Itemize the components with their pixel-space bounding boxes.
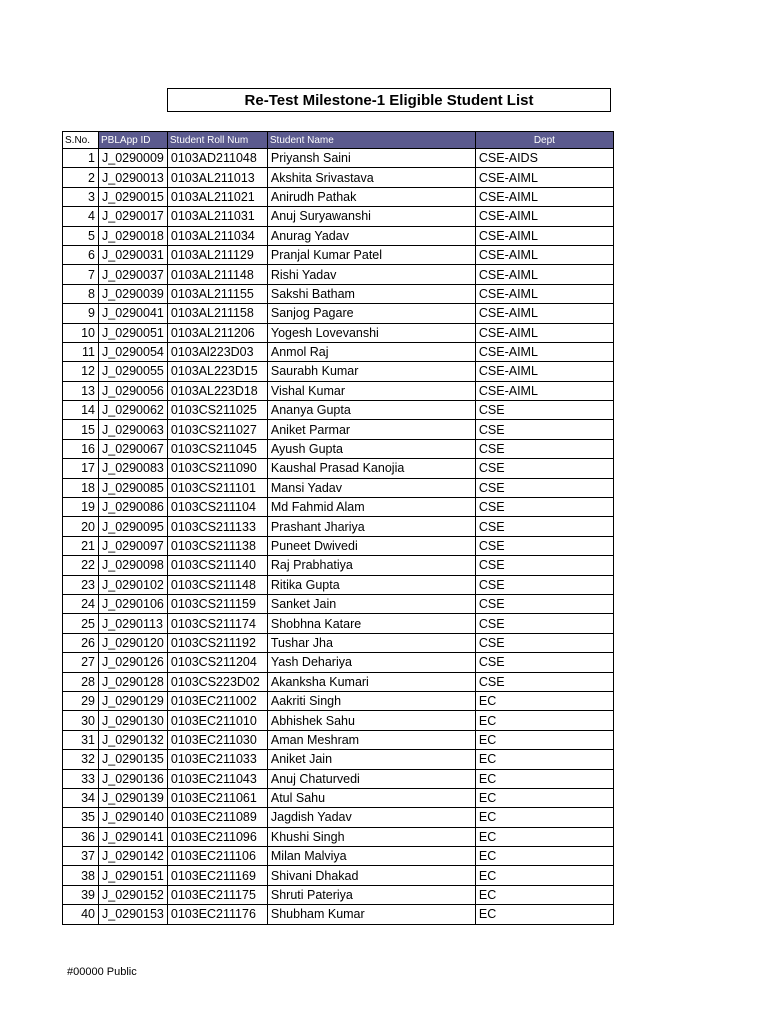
cell-sno: 24 — [63, 594, 99, 613]
cell-sno: 31 — [63, 730, 99, 749]
cell-student-name: Puneet Dwivedi — [267, 536, 475, 555]
cell-roll-num: 0103AL211148 — [167, 265, 267, 284]
cell-sno: 8 — [63, 284, 99, 303]
cell-student-name: Saurabh Kumar — [267, 362, 475, 381]
cell-student-name: Shobhna Katare — [267, 614, 475, 633]
cell-dept: EC — [475, 769, 613, 788]
cell-dept: CSE — [475, 517, 613, 536]
table-row — [63, 691, 614, 710]
cell-sno: 19 — [63, 498, 99, 517]
cell-roll-num: 0103CS211133 — [167, 517, 267, 536]
table-row — [63, 847, 614, 866]
cell-app-id: J_0290151 — [99, 866, 168, 885]
cell-app-id: J_0290067 — [99, 439, 168, 458]
cell-roll-num: 0103AL211206 — [167, 323, 267, 342]
cell-dept: CSE-AIML — [475, 168, 613, 187]
cell-roll-num: 0103EC211096 — [167, 827, 267, 846]
cell-dept: CSE — [475, 478, 613, 497]
cell-dept: CSE-AIML — [475, 207, 613, 226]
table-row — [63, 594, 614, 613]
cell-app-id: J_0290062 — [99, 401, 168, 420]
table-row — [63, 420, 614, 439]
cell-dept: EC — [475, 750, 613, 769]
cell-dept: CSE — [475, 420, 613, 439]
cell-dept: CSE — [475, 556, 613, 575]
cell-student-name: Sanket Jain — [267, 594, 475, 613]
cell-sno: 40 — [63, 905, 99, 924]
cell-app-id: J_0290085 — [99, 478, 168, 497]
cell-roll-num: 0103EC211030 — [167, 730, 267, 749]
table-row — [63, 750, 614, 769]
cell-app-id: J_0290097 — [99, 536, 168, 555]
table-row — [63, 885, 614, 904]
cell-app-id: J_0290152 — [99, 885, 168, 904]
cell-app-id: J_0290142 — [99, 847, 168, 866]
table-row — [63, 905, 614, 924]
cell-dept: CSE-AIML — [475, 323, 613, 342]
cell-sno: 25 — [63, 614, 99, 633]
table-row — [63, 633, 614, 652]
cell-app-id: J_0290153 — [99, 905, 168, 924]
table-row — [63, 788, 614, 807]
cell-dept: CSE — [475, 401, 613, 420]
cell-app-id: J_0290086 — [99, 498, 168, 517]
table-row — [63, 653, 614, 672]
cell-dept: CSE — [475, 439, 613, 458]
cell-app-id: J_0290018 — [99, 226, 168, 245]
column-header-app-id: PBLApp ID — [99, 132, 168, 149]
cell-roll-num: 0103CS211027 — [167, 420, 267, 439]
cell-sno: 37 — [63, 847, 99, 866]
cell-sno: 18 — [63, 478, 99, 497]
cell-dept: EC — [475, 847, 613, 866]
cell-app-id: J_0290136 — [99, 769, 168, 788]
cell-student-name: Anuj Chaturvedi — [267, 769, 475, 788]
cell-sno: 12 — [63, 362, 99, 381]
cell-sno: 16 — [63, 439, 99, 458]
cell-sno: 2 — [63, 168, 99, 187]
cell-sno: 6 — [63, 245, 99, 264]
cell-dept: CSE — [475, 536, 613, 555]
cell-sno: 17 — [63, 459, 99, 478]
cell-app-id: J_0290113 — [99, 614, 168, 633]
table-row — [63, 517, 614, 536]
column-header-roll: Student Roll Num — [167, 132, 267, 149]
header-row — [63, 132, 614, 149]
cell-roll-num: 0103AL211021 — [167, 187, 267, 206]
cell-student-name: Kaushal Prasad Kanojia — [267, 459, 475, 478]
cell-roll-num: 0103EC211089 — [167, 808, 267, 827]
cell-sno: 3 — [63, 187, 99, 206]
cell-dept: CSE-AIML — [475, 265, 613, 284]
table-row — [63, 536, 614, 555]
cell-sno: 14 — [63, 401, 99, 420]
cell-sno: 13 — [63, 381, 99, 400]
cell-dept: CSE — [475, 633, 613, 652]
cell-dept: CSE — [475, 653, 613, 672]
cell-student-name: Prashant Jhariya — [267, 517, 475, 536]
cell-roll-num: 0103CS211174 — [167, 614, 267, 633]
cell-app-id: J_0290063 — [99, 420, 168, 439]
table-row — [63, 245, 614, 264]
cell-roll-num: 0103CS211025 — [167, 401, 267, 420]
cell-roll-num: 0103Al223D03 — [167, 342, 267, 361]
cell-student-name: Jagdish Yadav — [267, 808, 475, 827]
cell-student-name: Anmol Raj — [267, 342, 475, 361]
cell-app-id: J_0290126 — [99, 653, 168, 672]
cell-app-id: J_0290041 — [99, 304, 168, 323]
table-row — [63, 168, 614, 187]
cell-sno: 27 — [63, 653, 99, 672]
page-title: Re-Test Milestone-1 Eligible Student List — [167, 88, 611, 112]
cell-dept: CSE — [475, 594, 613, 613]
cell-student-name: Yogesh Lovevanshi — [267, 323, 475, 342]
cell-sno: 34 — [63, 788, 99, 807]
cell-roll-num: 0103EC211002 — [167, 691, 267, 710]
table-header — [63, 132, 614, 149]
table-row — [63, 459, 614, 478]
cell-student-name: Aman Meshram — [267, 730, 475, 749]
cell-sno: 9 — [63, 304, 99, 323]
cell-dept: CSE-AIML — [475, 284, 613, 303]
cell-student-name: Ananya Gupta — [267, 401, 475, 420]
cell-student-name: Akshita Srivastava — [267, 168, 475, 187]
cell-student-name: Sakshi Batham — [267, 284, 475, 303]
table-row — [63, 556, 614, 575]
table-row — [63, 575, 614, 594]
cell-roll-num: 0103AL223D15 — [167, 362, 267, 381]
cell-sno: 5 — [63, 226, 99, 245]
cell-sno: 22 — [63, 556, 99, 575]
cell-app-id: J_0290129 — [99, 691, 168, 710]
cell-roll-num: 0103EC211176 — [167, 905, 267, 924]
table-row — [63, 187, 614, 206]
cell-dept: EC — [475, 827, 613, 846]
cell-student-name: Mansi Yadav — [267, 478, 475, 497]
cell-student-name: Anirudh Pathak — [267, 187, 475, 206]
table-row — [63, 304, 614, 323]
cell-app-id: J_0290055 — [99, 362, 168, 381]
cell-roll-num: 0103CS211090 — [167, 459, 267, 478]
cell-student-name: Shubham Kumar — [267, 905, 475, 924]
cell-student-name: Khushi Singh — [267, 827, 475, 846]
cell-student-name: Rishi Yadav — [267, 265, 475, 284]
table-row — [63, 769, 614, 788]
cell-sno: 30 — [63, 711, 99, 730]
cell-dept: EC — [475, 808, 613, 827]
cell-dept: CSE-AIML — [475, 381, 613, 400]
cell-sno: 26 — [63, 633, 99, 652]
cell-student-name: Anurag Yadav — [267, 226, 475, 245]
cell-app-id: J_0290083 — [99, 459, 168, 478]
table-row — [63, 478, 614, 497]
cell-sno: 15 — [63, 420, 99, 439]
cell-roll-num: 0103CS211104 — [167, 498, 267, 517]
table-row — [63, 866, 614, 885]
cell-sno: 29 — [63, 691, 99, 710]
cell-student-name: Raj Prabhatiya — [267, 556, 475, 575]
cell-app-id: J_0290009 — [99, 149, 168, 168]
cell-student-name: Abhishek Sahu — [267, 711, 475, 730]
cell-student-name: Pranjal Kumar Patel — [267, 245, 475, 264]
cell-dept: CSE — [475, 459, 613, 478]
cell-student-name: Priyansh Saini — [267, 149, 475, 168]
cell-student-name: Milan Malviya — [267, 847, 475, 866]
cell-app-id: J_0290139 — [99, 788, 168, 807]
table-row — [63, 498, 614, 517]
cell-student-name: Vishal Kumar — [267, 381, 475, 400]
cell-app-id: J_0290054 — [99, 342, 168, 361]
cell-roll-num: 0103CS211159 — [167, 594, 267, 613]
cell-roll-num: 0103AD211048 — [167, 149, 267, 168]
cell-sno: 33 — [63, 769, 99, 788]
cell-roll-num: 0103CS211045 — [167, 439, 267, 458]
cell-app-id: J_0290141 — [99, 827, 168, 846]
cell-dept: CSE — [475, 498, 613, 517]
cell-roll-num: 0103CS211204 — [167, 653, 267, 672]
table-row — [63, 827, 614, 846]
cell-roll-num: 0103AL223D18 — [167, 381, 267, 400]
cell-student-name: Anuj Suryawanshi — [267, 207, 475, 226]
cell-app-id: J_0290031 — [99, 245, 168, 264]
cell-app-id: J_0290056 — [99, 381, 168, 400]
cell-app-id: J_0290037 — [99, 265, 168, 284]
cell-app-id: J_0290135 — [99, 750, 168, 769]
cell-roll-num: 0103CS211192 — [167, 633, 267, 652]
cell-roll-num: 0103CS211140 — [167, 556, 267, 575]
cell-app-id: J_0290017 — [99, 207, 168, 226]
cell-sno: 10 — [63, 323, 99, 342]
footer-classification: #00000 Public — [67, 966, 137, 978]
cell-roll-num: 0103CS211138 — [167, 536, 267, 555]
column-header-sno: S.No. — [63, 132, 99, 149]
cell-dept: EC — [475, 730, 613, 749]
cell-student-name: Aniket Jain — [267, 750, 475, 769]
cell-app-id: J_0290128 — [99, 672, 168, 691]
cell-roll-num: 0103CS223D02 — [167, 672, 267, 691]
cell-app-id: J_0290120 — [99, 633, 168, 652]
cell-app-id: J_0290015 — [99, 187, 168, 206]
cell-roll-num: 0103AL211034 — [167, 226, 267, 245]
table-body — [63, 149, 614, 925]
cell-app-id: J_0290095 — [99, 517, 168, 536]
cell-sno: 11 — [63, 342, 99, 361]
table-row — [63, 323, 614, 342]
cell-sno: 23 — [63, 575, 99, 594]
table-row — [63, 439, 614, 458]
cell-sno: 20 — [63, 517, 99, 536]
table-row — [63, 808, 614, 827]
table-row — [63, 149, 614, 168]
cell-student-name: Shruti Pateriya — [267, 885, 475, 904]
cell-dept: CSE-AIML — [475, 226, 613, 245]
cell-student-name: Aakriti Singh — [267, 691, 475, 710]
table-row — [63, 226, 614, 245]
table-row — [63, 342, 614, 361]
cell-dept: CSE-AIML — [475, 342, 613, 361]
cell-roll-num: 0103EC211169 — [167, 866, 267, 885]
table-row — [63, 284, 614, 303]
table-row — [63, 711, 614, 730]
cell-dept: EC — [475, 788, 613, 807]
cell-student-name: Atul Sahu — [267, 788, 475, 807]
table-row — [63, 362, 614, 381]
column-header-name: Student Name — [267, 132, 475, 149]
cell-dept: EC — [475, 711, 613, 730]
table-row — [63, 614, 614, 633]
cell-student-name: Yash Dehariya — [267, 653, 475, 672]
cell-dept: CSE-AIDS — [475, 149, 613, 168]
cell-app-id: J_0290039 — [99, 284, 168, 303]
cell-sno: 7 — [63, 265, 99, 284]
cell-roll-num: 0103AL211155 — [167, 284, 267, 303]
cell-sno: 1 — [63, 149, 99, 168]
cell-sno: 4 — [63, 207, 99, 226]
cell-student-name: Tushar Jha — [267, 633, 475, 652]
cell-sno: 28 — [63, 672, 99, 691]
cell-roll-num: 0103EC211043 — [167, 769, 267, 788]
cell-dept: CSE — [475, 614, 613, 633]
cell-dept: EC — [475, 691, 613, 710]
cell-student-name: Sanjog Pagare — [267, 304, 475, 323]
cell-roll-num: 0103EC211010 — [167, 711, 267, 730]
cell-dept: CSE-AIML — [475, 304, 613, 323]
cell-app-id: J_0290051 — [99, 323, 168, 342]
cell-sno: 21 — [63, 536, 99, 555]
cell-dept: EC — [475, 885, 613, 904]
cell-app-id: J_0290102 — [99, 575, 168, 594]
table-row — [63, 265, 614, 284]
cell-sno: 39 — [63, 885, 99, 904]
cell-roll-num: 0103EC211033 — [167, 750, 267, 769]
cell-app-id: J_0290098 — [99, 556, 168, 575]
cell-student-name: Ritika Gupta — [267, 575, 475, 594]
cell-dept: CSE — [475, 672, 613, 691]
cell-app-id: J_0290140 — [99, 808, 168, 827]
cell-sno: 38 — [63, 866, 99, 885]
cell-roll-num: 0103AL211013 — [167, 168, 267, 187]
cell-app-id: J_0290132 — [99, 730, 168, 749]
cell-roll-num: 0103CS211148 — [167, 575, 267, 594]
cell-student-name: Shivani Dhakad — [267, 866, 475, 885]
table-row — [63, 207, 614, 226]
cell-dept: EC — [475, 866, 613, 885]
cell-roll-num: 0103EC211106 — [167, 847, 267, 866]
cell-roll-num: 0103AL211158 — [167, 304, 267, 323]
cell-roll-num: 0103EC211061 — [167, 788, 267, 807]
cell-app-id: J_0290130 — [99, 711, 168, 730]
table-row — [63, 381, 614, 400]
cell-roll-num: 0103AL211129 — [167, 245, 267, 264]
student-table — [62, 131, 614, 925]
cell-student-name: Md Fahmid Alam — [267, 498, 475, 517]
cell-dept: CSE — [475, 575, 613, 594]
cell-student-name: Akanksha Kumari — [267, 672, 475, 691]
cell-sno: 32 — [63, 750, 99, 769]
cell-roll-num: 0103CS211101 — [167, 478, 267, 497]
table-row — [63, 672, 614, 691]
column-header-dept: Dept — [475, 132, 613, 149]
cell-sno: 35 — [63, 808, 99, 827]
cell-dept: EC — [475, 905, 613, 924]
cell-student-name: Aniket Parmar — [267, 420, 475, 439]
cell-dept: CSE-AIML — [475, 245, 613, 264]
cell-roll-num: 0103AL211031 — [167, 207, 267, 226]
cell-app-id: J_0290013 — [99, 168, 168, 187]
table-row — [63, 401, 614, 420]
cell-dept: CSE-AIML — [475, 187, 613, 206]
table-row — [63, 730, 614, 749]
cell-app-id: J_0290106 — [99, 594, 168, 613]
cell-student-name: Ayush Gupta — [267, 439, 475, 458]
cell-dept: CSE-AIML — [475, 362, 613, 381]
cell-sno: 36 — [63, 827, 99, 846]
cell-roll-num: 0103EC211175 — [167, 885, 267, 904]
